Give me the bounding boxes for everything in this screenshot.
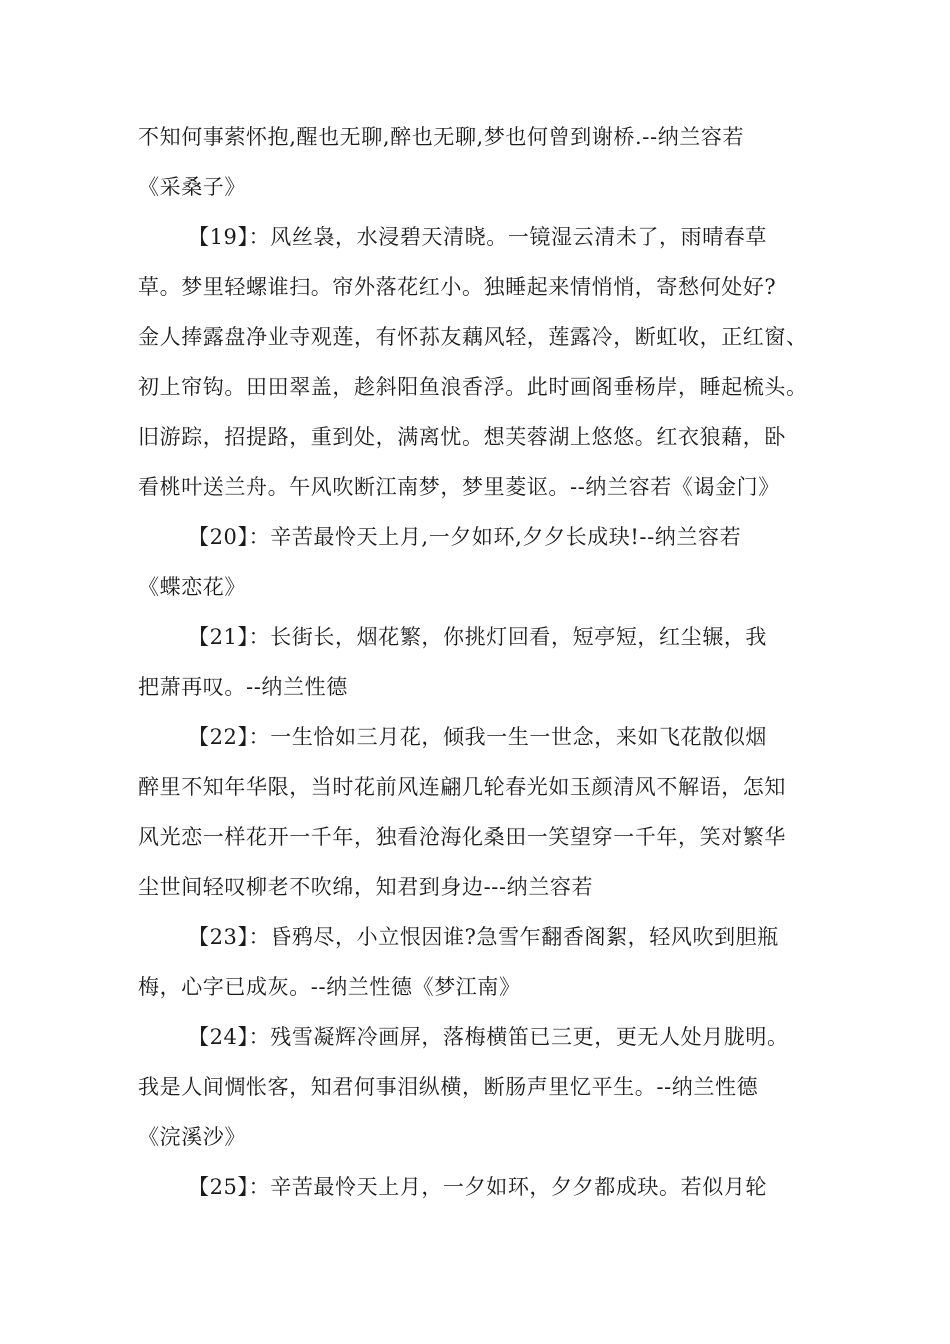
paragraph-22 [138, 712, 828, 912]
text-line: 金人捧露盘净业寺观莲，有怀荪友藕风轻，莲露冷，断虹收，正红窗、 [138, 325, 808, 349]
text-line: 梅，心字已成灰。--纳兰性德《梦江南》 [138, 975, 521, 999]
paragraph-21 [138, 612, 828, 712]
text-line: 我是人间惆怅客，知君何事泪纵横，断肠声里忆平生。--纳兰性德 [138, 1075, 759, 1099]
text-line: 【21】：长街长，烟花繁，你挑灯回看，短亭短，红尘辗，我 [188, 625, 768, 649]
text-line: 【22】：一生恰如三月花，倾我一生一世念，来如飞花散似烟 [188, 725, 768, 749]
text-line: 【24】：残雪凝辉冷画屏，落梅横笛已三更，更无人处月胧明。 [188, 1025, 789, 1049]
text-line: 尘世间轻叹柳老不吹绵，知君到身边---纳兰容若 [138, 875, 594, 899]
paragraph-20 [138, 512, 828, 612]
text-line: 《浣溪沙》 [138, 1125, 246, 1149]
text-line: 《采桑子》 [138, 175, 246, 199]
text-line: 【20】：辛苦最怜天上月,一夕如环,夕夕长成玦!--纳兰容若 [188, 525, 742, 549]
paragraph-23 [138, 912, 828, 1012]
text-line: 【25】：辛苦最怜天上月，一夕如环，夕夕都成玦。若似月轮 [188, 1175, 768, 1199]
paragraph-25 [138, 1162, 828, 1212]
text-line: 把萧再叹。--纳兰性德 [138, 675, 348, 699]
document-page [138, 112, 828, 1212]
paragraph-18-tail [138, 112, 828, 212]
paragraph-24 [138, 1012, 828, 1162]
paragraph-19 [138, 212, 828, 512]
text-line: 【19】：风丝袅，水浸碧天清晓。一镜湿云清未了，雨晴春草 [188, 225, 768, 249]
text-line: 初上帘钩。田田翠盖，趁斜阳鱼浪香浮。此时画阁垂杨岸，睡起梳头。 [138, 375, 808, 399]
text-line: 不知何事萦怀抱,醒也无聊,醉也无聊,梦也何曾到谢桥.--纳兰容若 [138, 125, 745, 149]
text-line: 【23】：昏鸦尽，小立恨因谁?急雪乍翻香阁絮，轻风吹到胆瓶 [188, 925, 779, 949]
text-line: 风光恋一样花开一千年，独看沧海化桑田一笑望穿一千年，笑对繁华 [138, 825, 786, 849]
text-line: 草。梦里轻螺谁扫。帘外落花红小。独睡起来情悄悄，寄愁何处好? [138, 275, 777, 299]
text-line: 旧游踪，招提路，重到处，满离忧。想芙蓉湖上悠悠。红衣狼藉，卧 [138, 425, 786, 449]
text-line: 《蝶恋花》 [138, 575, 246, 599]
text-line: 看桃叶送兰舟。午风吹断江南梦，梦里菱讴。--纳兰容若《谒金门》 [138, 475, 780, 499]
text-line: 醉里不知年华限，当时花前风连翩几轮春光如玉颜清风不解语，怎知 [138, 775, 786, 799]
